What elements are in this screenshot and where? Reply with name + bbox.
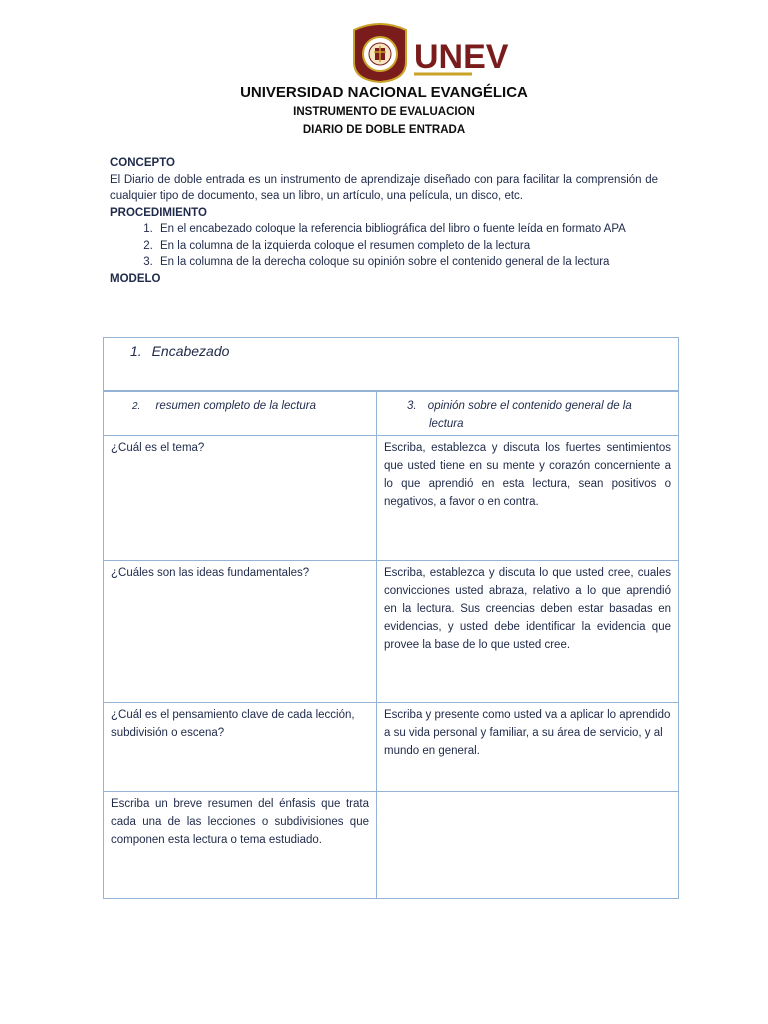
- concepto-text: El Diario de doble entrada es un instrumento de aprendizaje diseñado con para facilitar la comprensión de cualquier tipo de documento, sea un libro, un artículo, una película, un disco, etc.: [110, 173, 658, 202]
- row-left-cell: ¿Cuáles son las ideas fundamentales?: [103, 560, 377, 703]
- logo-text: UNEV: [414, 38, 509, 76]
- diary-subtitle: DIARIO DE DOBLE ENTRADA: [302, 124, 466, 136]
- modelo-heading: MODELO: [110, 272, 161, 285]
- col-right-num: 3.: [407, 400, 417, 412]
- row-right-cell: Escriba, establezca y discuta lo que usted cree, cuales convicciones usted abraza, relativo a lo que aprendió en la lectura. Sus creencias deben estar basadas en evidencias, y usted debe identificar la evidencia que provee la base de lo que usted cree.: [376, 560, 679, 703]
- procedimiento-step: 3. En la columna de la derecha coloque su opinión sobre el contenido general de la lectura: [156, 254, 658, 271]
- procedimiento-step: 2. En la columna de la izquierda coloque el resumen completo de la lectura: [156, 238, 658, 255]
- encabezado-label: Encabezado: [151, 343, 230, 359]
- intro-section: [110, 155, 658, 287]
- encabezado-cell: [103, 337, 679, 391]
- encabezado-num: 1.: [130, 343, 142, 359]
- row-left-cell: Escriba un breve resumen del énfasis que trata cada una de las lecciones o subdivisiones que componen esta lectura o tema estudiado.: [103, 791, 377, 899]
- row-right-cell: [376, 791, 679, 899]
- row-right-cell: Escriba y presente como usted va a aplicar lo aprendido a su vida personal y familiar, a su área de servicio, y al mundo en general.: [376, 702, 679, 792]
- university-title: UNIVERSIDAD NACIONAL EVANGÉLICA: [240, 84, 528, 101]
- procedimiento-step: 1. En el encabezado coloque la referencia bibliográfica del libro o fuente leída en formato APA: [156, 221, 658, 238]
- row-left-cell: ¿Cuál es el pensamiento clave de cada lección, subdivisión o escena?: [103, 702, 377, 792]
- procedimiento-heading: PROCEDIMIENTO: [110, 206, 207, 219]
- col-right-label: opinión sobre el contenido general de la lectura: [427, 400, 632, 430]
- procedimiento-list: [110, 221, 658, 271]
- col-left-label: resumen completo de la lectura: [155, 400, 316, 412]
- row-right-cell: Escriba, establezca y discuta los fuertes sentimientos que usted tiene en su mente y corazón concerniente a lo que aprendió en esta lectura, sean positivos o negativos, a favor o en contra.: [376, 435, 679, 561]
- instrument-subtitle: INSTRUMENTO DE EVALUACION: [293, 106, 475, 118]
- university-logo: [348, 22, 509, 84]
- col-right-header: [376, 391, 679, 436]
- concepto-heading: CONCEPTO: [110, 157, 175, 169]
- row-left-cell: ¿Cuál es el tema?: [103, 435, 377, 561]
- col-left-num: 2.: [132, 401, 141, 412]
- col-left-header: [103, 391, 377, 436]
